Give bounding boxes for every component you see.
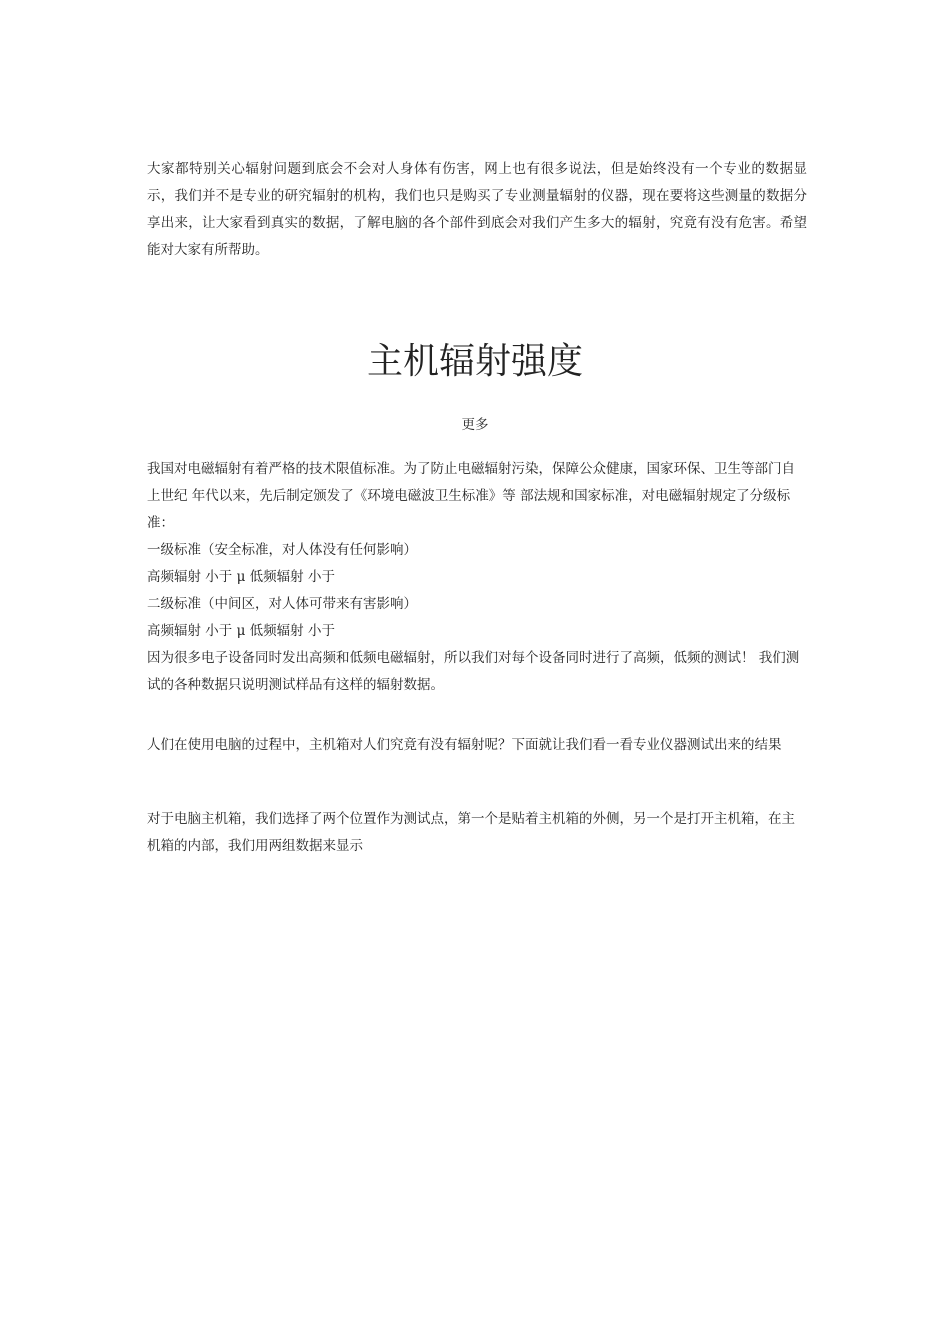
standards-section xyxy=(147,456,807,699)
more-link[interactable]: 更多 xyxy=(461,417,489,433)
standards-intro: 我国对电磁辐射有着严格的技术限值标准。为了防止电磁辐射污染，保障公众健康，国家环保、卫生等部门自上世纪 年代以来，先后制定颁发了《环境电磁波卫生标准》等 部法规和国家标准，对电磁辐射规定了分级标准： xyxy=(147,461,795,531)
level2-title: 二级标准（中间区，对人体可带来有害影响） xyxy=(147,596,417,612)
chassis-question-paragraph: 人们在使用电脑的过程中，主机箱对人们究竟有没有辐射呢？下面就让我们看一看专业仪器测试出来的结果 xyxy=(147,737,782,753)
page-title: 主机辐射强度 xyxy=(366,341,583,382)
level2-values: 高频辐射 小于 μ 低频辐射 小于 xyxy=(147,623,335,639)
standards-note: 因为很多电子设备同时发出高频和低频电磁辐射，所以我们对每个设备同时进行了高频，低频的测试！ 我们测试的各种数据只说明测试样品有这样的辐射数据。 xyxy=(147,650,800,693)
level1-title: 一级标准（安全标准，对人体没有任何影响） xyxy=(147,542,417,558)
intro-paragraph: 大家都特别关心辐射问题到底会不会对人身体有伤害，网上也有很多说法，但是始终没有一个专业的数据显示，我们并不是专业的研究辐射的机构，我们也只是购买了专业测量辐射的仪器，现在要将这些测量的数据分享出来，让大家看到真实的数据，了解电脑的各个部件到底会对我们产生多大的辐射，究竟有没有危害。希望能对大家有所帮助。 xyxy=(147,161,807,258)
test-points-paragraph: 对于电脑主机箱，我们选择了两个位置作为测试点，第一个是贴着主机箱的外侧，另一个是打开主机箱，在主机箱的内部，我们用两组数据来显示 xyxy=(147,811,795,854)
level1-values: 高频辐射 小于 μ 低频辐射 小于 xyxy=(147,569,335,585)
